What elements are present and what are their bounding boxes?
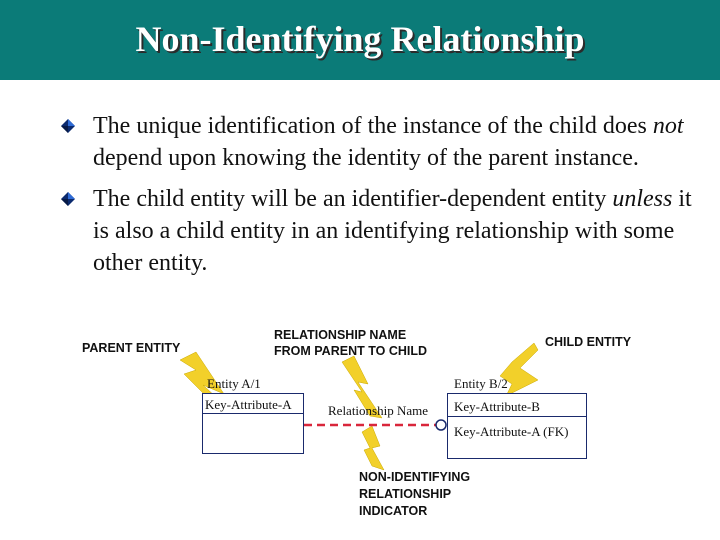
indicator-label-line-1: NON-IDENTIFYING <box>359 470 471 484</box>
child-entity-label: CHILD ENTITY <box>545 335 632 349</box>
child-key-divider <box>447 416 587 417</box>
bullet-1-part-1: The unique identification of the instance of the child does <box>93 113 653 139</box>
slide-title: Non-Identifying Relationship <box>135 19 585 59</box>
bullet-1-emphasis: not <box>652 113 684 139</box>
indicator-callout-bolt <box>362 426 384 470</box>
relationship-label-line-1: RELATIONSHIP NAME <box>274 328 407 342</box>
child-entity-name: Entity B/2 <box>454 376 508 391</box>
relationship-end-dot <box>436 420 446 430</box>
parent-entity-name: Entity A/1 <box>207 376 261 391</box>
indicator-label-line-3: INDICATOR <box>359 504 428 518</box>
bullet-2-part-3: it is also a child entity in an identifying relationship with some other entity. <box>93 186 692 276</box>
bullet-1-part-3: depend upon knowing the identity of the parent instance. <box>93 145 639 171</box>
parent-key-divider <box>202 413 304 414</box>
relationship-label-line-2: FROM PARENT TO CHILD <box>274 344 428 358</box>
child-key-attribute: Key-Attribute-B <box>454 399 540 414</box>
bullet-2-part-1: The child entity will be an identifier-dependent entity <box>93 186 613 212</box>
relationship-name: Relationship Name <box>328 403 429 418</box>
indicator-label-line-2: RELATIONSHIP <box>359 487 452 501</box>
bullet-2-emphasis: unless <box>612 186 673 212</box>
child-foreign-key-attribute: Key-Attribute-A (FK) <box>454 424 569 439</box>
parent-key-attribute: Key-Attribute-A <box>205 397 292 412</box>
parent-entity-label: PARENT ENTITY <box>82 341 181 355</box>
